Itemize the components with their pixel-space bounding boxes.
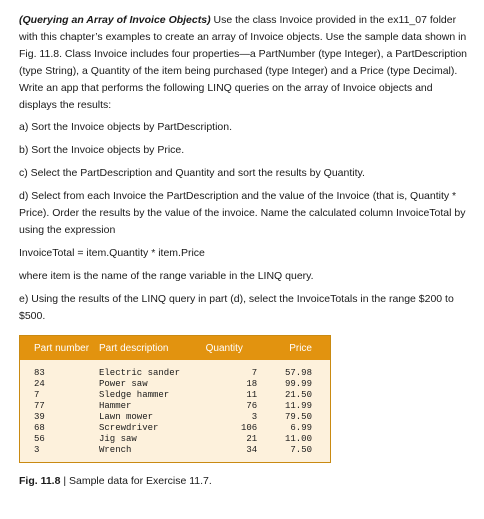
figure-caption (19, 473, 471, 490)
sample-data-table (19, 335, 331, 463)
cell-part-description: Hammer (99, 401, 198, 412)
cell-part-description: Power saw (99, 379, 198, 390)
table-row (20, 412, 330, 423)
header-price: Price (279, 336, 330, 360)
cell-part-description: Lawn mower (99, 412, 198, 423)
figure-caption-text: | Sample data for Exercise 11.7. (60, 475, 212, 487)
cell-quantity: 106 (198, 423, 280, 434)
cell-price: 6.99 (279, 423, 330, 434)
cell-part-description: Screwdriver (99, 423, 198, 434)
cell-part-description: Sledge hammer (99, 390, 198, 401)
cell-quantity: 11 (198, 390, 280, 401)
table-row (20, 423, 330, 434)
range-variable-note: where item is the name of the range variable in the LINQ query. (19, 270, 314, 282)
exercise-body: Use the class Invoice provided in the ex11_07 folder with this chapter’s examples to create an array of Invoice objects. Use the sample data shown in Fig. 11.8. Class Invoice includes four properties—a PartNumber (type Integer), a PartDescription (type String), a Quantity of the item being purchased (type Integer) and a Price (type Decimal). Write an app that performs the following LINQ queries on the array of Invoice objects and displays the results: (19, 14, 468, 111)
table-row (20, 434, 330, 445)
cell-quantity: 21 (198, 434, 280, 445)
cell-price: 7.50 (279, 445, 330, 462)
cell-price: 11.00 (279, 434, 330, 445)
cell-price: 79.50 (279, 412, 330, 423)
exercise-title: (Querying an Array of Invoice Objects) (19, 14, 211, 26)
cell-part-description: Electric sander (99, 360, 198, 379)
table-row (20, 360, 330, 379)
cell-part-number: 24 (20, 379, 99, 390)
cell-part-description: Jig saw (99, 434, 198, 445)
cell-part-number: 7 (20, 390, 99, 401)
cell-part-description: Wrench (99, 445, 198, 462)
cell-quantity: 76 (198, 401, 280, 412)
table-row (20, 401, 330, 412)
part-d: d) Select from each Invoice the PartDescription and the value of the Invoice (that is, Quantity * Price). Order the results by the value of the invoice. Name the calculated column InvoiceTotal by using the expression (19, 190, 466, 236)
table-header-row (20, 336, 330, 360)
part-e: e) Using the results of the LINQ query in part (d), select the InvoiceTotals in the range $200 to $500. (19, 293, 454, 322)
part-a: a) Sort the Invoice objects by PartDescription. (19, 121, 233, 133)
cell-price: 57.98 (279, 360, 330, 379)
header-part-number: Part number (20, 336, 99, 360)
cell-part-number: 77 (20, 401, 99, 412)
part-b: b) Sort the Invoice objects by Price. (19, 144, 185, 156)
table-row (20, 445, 330, 462)
table-row (20, 379, 330, 390)
exercise-page (19, 12, 471, 490)
cell-price: 11.99 (279, 401, 330, 412)
part-c: c) Select the PartDescription and Quantity and sort the results by Quantity. (19, 167, 365, 179)
cell-quantity: 3 (198, 412, 280, 423)
invoice-total-expression: InvoiceTotal = item.Quantity * item.Price (19, 247, 205, 259)
cell-price: 21.50 (279, 390, 330, 401)
cell-part-number: 39 (20, 412, 99, 423)
figure-number: Fig. 11.8 (19, 475, 61, 487)
table-row (20, 390, 330, 401)
cell-quantity: 34 (198, 445, 280, 462)
exercise-intro (19, 12, 471, 114)
cell-quantity: 18 (198, 379, 280, 390)
cell-part-number: 3 (20, 445, 99, 462)
cell-price: 99.99 (279, 379, 330, 390)
header-part-description: Part description (99, 336, 198, 360)
header-quantity: Quantity (198, 336, 280, 360)
cell-part-number: 68 (20, 423, 99, 434)
cell-part-number: 56 (20, 434, 99, 445)
cell-part-number: 83 (20, 360, 99, 379)
cell-quantity: 7 (198, 360, 280, 379)
